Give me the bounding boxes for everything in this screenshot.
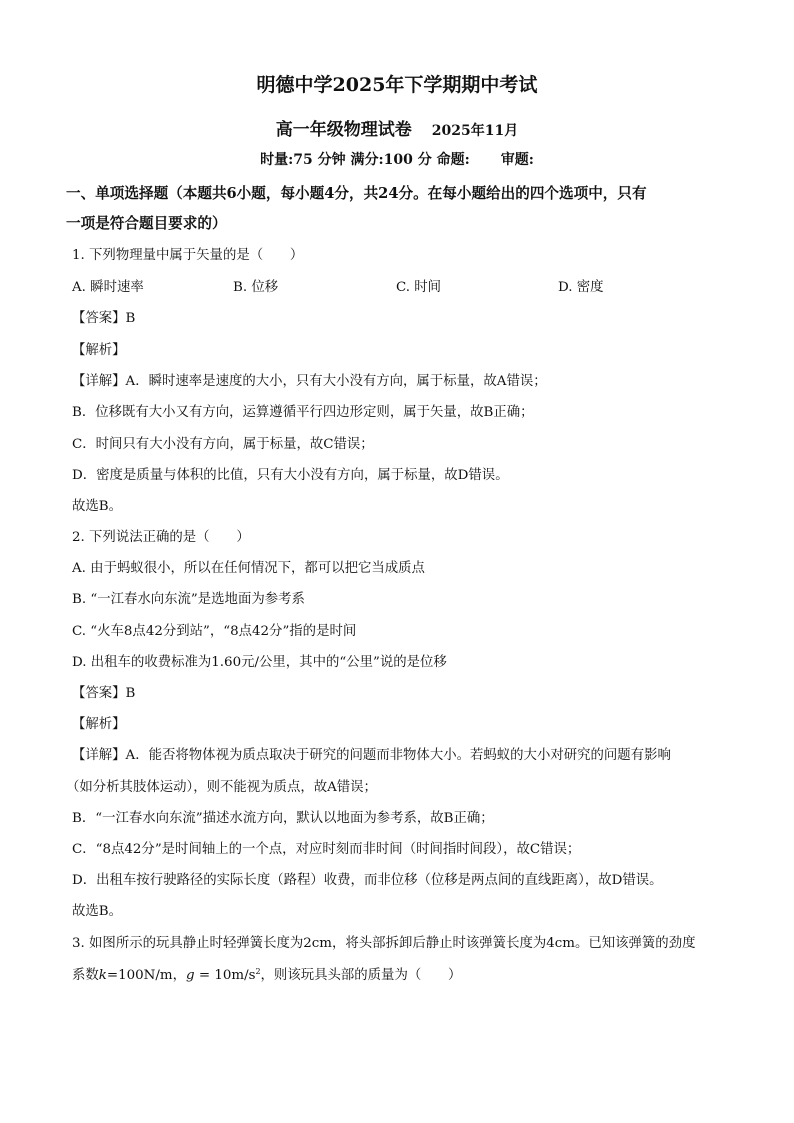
detail-line: 【详解】A．能否将物体视为质点取决于研究的问题而非物体大小。若蚂蚁的大小对研究的问题有影响 [72,748,671,763]
reviewer-label: 审题: [500,152,534,168]
stem-text: ，则该玩具头部的质量为（ ） [260,968,462,983]
question-2-stem: 2. 下列说法正确的是（ ） [72,530,250,545]
option-d: D. 出租车的收费标准为1.60元/公里，其中的“公里”说的是位移 [72,655,447,670]
option-c: C. 时间 [396,280,442,295]
author-label: 命题: [436,152,470,168]
question-3-stem: 3. 如图所示的玩具静止时轻弹簧长度为2cm，将头部拆卸后静止时该弹簧长度为4cm。已知该弹簧的劲度 [72,936,696,951]
answer-label: 【答案】B [72,686,136,701]
g-exponent: 2 [255,967,261,976]
option-b: B. “一江春水向东流”是选地面为参考系 [72,592,305,607]
analysis-label: 【解析】 [72,717,126,732]
exam-date: 2025年11月 [431,123,519,139]
full-score: 满分:100 分 [350,152,432,168]
conclusion: 故选B。 [72,904,123,919]
option-c: C. “火车8点42分到站”，“8点42分”指的是时间 [72,624,357,639]
section-heading: 一、单项选择题（本题共6小题，每小题4分，共24分。在每小题给出的四个选项中，只有 [66,185,647,202]
detail-line: D．出租车按行驶路径的实际长度（路程）收费，而非位移（位移是两点间的直线距离），故D错误。 [72,873,663,888]
exam-meta [0,149,794,169]
g-symbol: g [186,968,195,983]
exam-title: 明德中学2025年下学期期中考试 [256,74,538,96]
analysis-label: 【解析】 [72,343,126,358]
conclusion: 故选B。 [72,499,123,514]
exam-subtitle [0,115,794,140]
detail-line: B．“一江春水向东流”描述水流方向，默认以地面为参考系，故B正确； [72,811,494,826]
detail-line: （如分析其肢体运动），则不能视为质点，故A错误； [66,780,377,795]
k-value: =100N/m， [106,968,187,983]
section-heading-cont: 一项是符合题目要求的） [66,215,227,232]
time-limit: 时量:75 分钟 [260,152,346,168]
detail-line: C．时间只有大小没有方向，属于标量，故C错误； [72,437,374,452]
stem-text: 系数 [72,968,99,983]
option-a: A. 由于蚂蚁很小，所以在任何情况下，都可以把它当成质点 [72,561,425,576]
question-3-stem-cont [72,964,461,983]
detail-line: B．位移既有大小又有方向，运算遵循平行四边形定则，属于矢量，故B正确； [72,405,534,420]
option-a: A. 瞬时速率 [72,280,144,295]
subject-title: 高一年级物理试卷 [275,120,412,140]
option-d: D. 密度 [558,280,604,295]
detail-line: 【详解】A．瞬时速率是速度的大小，只有大小没有方向，属于标量，故A错误； [72,374,547,389]
option-b: B. 位移 [233,280,279,295]
k-symbol: k [98,968,107,983]
detail-line: C．“8点42分”是时间轴上的一个点，对应时刻而非时间（时间指时间段），故C错误； [72,842,581,857]
detail-line: D．密度是质量与体积的比值，只有大小没有方向，属于标量，故D错误。 [72,468,509,483]
answer-label: 【答案】B [72,311,136,326]
g-value: = 10m/s [194,968,256,983]
question-1-stem: 1. 下列物理量中属于矢量的是（ ） [72,248,304,263]
question-1-options [72,276,722,296]
